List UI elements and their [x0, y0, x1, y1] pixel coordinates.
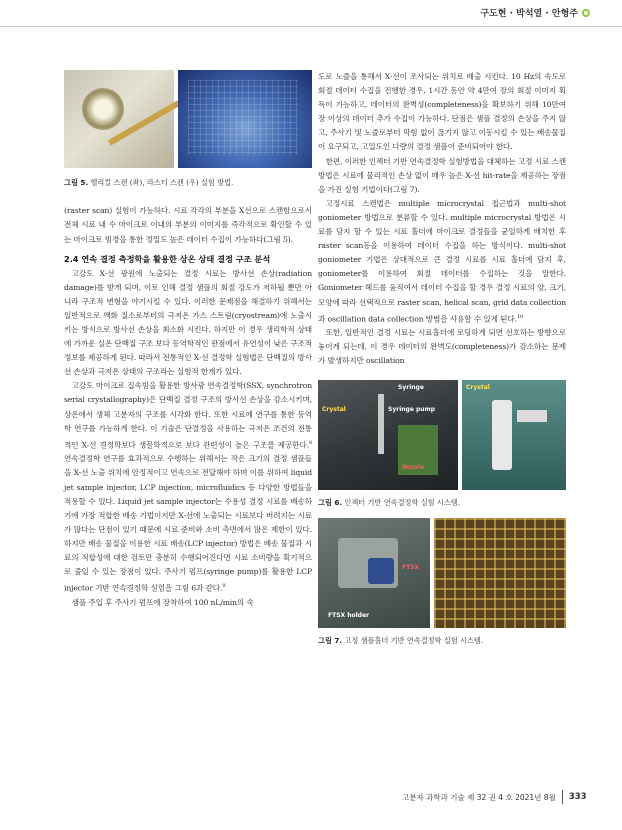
section-heading-2-4: 2.4 연속 결정 측정학을 활용한 상온 상태 결정 구조 분석	[64, 253, 271, 264]
figure-6	[318, 380, 566, 490]
injector-render-image	[462, 380, 566, 490]
figure-6-caption-number: 그림 6.	[318, 497, 343, 507]
left-column	[64, 70, 312, 610]
right-column	[318, 70, 566, 645]
figure-7	[318, 518, 566, 628]
reference-8: 8	[308, 439, 312, 446]
figure-5-caption	[64, 178, 312, 187]
injector-setup-image	[318, 380, 458, 490]
raster-scan-image	[178, 70, 312, 168]
figure-7-caption-text: 고정 샘플홀더 기반 연속결정학 실험 시스템.	[344, 635, 484, 645]
figure-5-caption-text: 헬리컬 스캔 (좌), 라스터 스캔 (우) 실험 방법.	[90, 178, 234, 187]
paragraph-fixed-target: 한편, 이러한 인젝터 기반 연속결정학 실험방법을 대체하는 고정 시료 스캔 방법은 시료에 물리적인 손상 없이 매우 높은 X-선 hit-rate을 제공하는 장점을 가진 실험 기법이다(그림 7).	[318, 156, 566, 194]
paragraph-fixed-scan-methods	[318, 197, 566, 326]
helical-scan-image	[64, 70, 174, 168]
label-nozzle: Nozzle	[402, 463, 425, 471]
reference-10: 10	[516, 313, 524, 320]
crystal-grid-image	[434, 518, 566, 628]
running-header	[480, 6, 590, 19]
label-syringe: Syringe	[398, 383, 424, 391]
figure-5-caption-number: 그림 5.	[64, 178, 89, 187]
label-syringe-pump: Syringe pump	[388, 405, 436, 413]
paragraph-oscillation: 또한, 일반적인 결정 시료는 시료홀더에 로딩하게 되면 선호하는 방향으로 놓이게 되는데, 이 경우 데이터의 완벽도(completeness)가 감소하는 문제가 발생하지만 oscillation	[318, 328, 566, 366]
reference-9: 9	[222, 583, 226, 590]
label-ftsx-holder: FTSX holder	[328, 611, 370, 619]
paragraph-nozzle: 도로 노즐을 통해서 X-선이 조사되는 위치로 배출 시킨다. 10 Hz의 속도로 회절 데이터 수집을 진행한 경우, 1시간 동안 약 4만여 장의 회절 이미지 획득이 가능하고, 데이터의 완벽성(completeness)을 확보하기 위해 10만여 장 이상의 데이터 추가 수집이 가능하다. 단점은 샘플 결정의 손상을 주지 않고, 주사기 및 노즐로부터 막힘 없이 끊기지 않고 이동시킬 수 있는 배송물질이 요구되고, 고밀도인 다량의 결정 샘플이 준비되어야 한다.	[318, 72, 566, 152]
figure-6-caption	[318, 498, 566, 507]
page-footer	[402, 790, 587, 804]
paragraph-radiation-damage: 고강도 X-선 광원에 노출되는 결정 시료는 방사선 손상(radiation damage)를 받게 되며, 이로 인해 결정 샘플의 회절 강도가 저하될 뿐만 아니라 구조적 변형을 야기시킬 수 있다. 이러한 문제점을 해결하기 위해서는 일반적으로 액화 질소로부터의 극저온 가스 스트림(cryostream)에 노출시키는 방식으로 방사선 손상을 최소화 시킨다. 하지만 이 경우 생리학적 상태에 가까운 실온 단백질 구조 보다 동역학적인 관점에서 유연성이 낮은 구조적 정보를 제공하게 된다. 따라서 전통적인 X-선 결정학 실험법은 단백질의 방사선 손상과 극저온 상태의 구조라는 실험적 한계가 있다.	[64, 268, 312, 377]
figure-7-caption-number: 그림 7.	[318, 635, 343, 645]
header-circle-icon	[582, 9, 590, 17]
figure-7-caption	[318, 636, 566, 645]
label-crystal: Crystal	[322, 405, 346, 413]
figure-6-caption-text: 인젝터 기반 연속결정학 실험 시스템.	[344, 497, 460, 507]
paragraph-sample-injection: 샘플 주입 후 주사기 펌프에 장착하여 100 nL/min의 속	[71, 597, 254, 607]
page-number: 333	[568, 792, 587, 802]
footer-separator	[562, 790, 563, 804]
label-crystal-right: Crystal	[466, 383, 490, 391]
paragraph-fixed-scan-text: 고정시료 스캔법은 multiple microcrystal 접근법과 multi-shot goniometer 방법으로 분류할 수 있다. multiple microcrystal 방법은 시료를 담지 할 수 있는 시료 홀더에 마이크로 결정들을 균일하게 배치한 후 raster scan등을 이용하여 데이터 수집을 하는 방식이다. multi-shot goniometer 기법은 상대적으로 큰 결정 시료를 시료 홀더에 담지 후, goniometer를 이용하여 회절 데이터를 수집하는 것을 말한다. Goniometer 헤드를 움직여서 데이터 수집을 할 경우 결정 시료의 양, 크기, 모양에 따라 선택적으로 raster scan, helical scan, grid data collection과 oscillation data collection 방법을 사용할 수 있게 된다.	[318, 198, 566, 324]
ftsx-holder-image	[318, 518, 430, 628]
paragraph-ssx	[64, 379, 312, 595]
paragraph-raster-scan: (raster scan) 실험이 가능하다. 시료 각각의 부분을 X선으로 스캔함으로서 전체 시료 내 수 마이크로 이내의 부분의 이미지를 즉각적으로 확인할 수 있는 마이크로 빔경을 통한 정밀도 높은 데이터 수집이 가능하다(그림 5).	[64, 206, 312, 244]
header-authors: 구도현 · 박석열 · 안형주	[480, 9, 578, 19]
paragraph-ssx-part-b: 연속결정학 연구를 효과적으로 수행하는 위해서는 작은 크기의 결정 샘플들을 X-선 노출 위치에 안정적이고 연속으로 전달해야 하며 이를 위하여 liquid jet sample injector, LCP injection, microfluidics 등 다양한 방법들을 적용할 수 있다. Liquid jet sample injector는 수용성 결정 시료를 배송하기에 가장 적합한 배송 기법이지만 X-선에 노출되는 시료보다 버려지는 시료가 많다는 단점이 있기 때문에 시료 준비와 소비 측면에서 많은 제한이 있다. 하지만 배송 물질을 이용한 시료 배송(LCP injector) 방법은 배송 물질과 시료의 적합성에 대한 검토만 충분히 수행되어진다면 시료 소비량을 획기적으로 줄일 수 있는 장점이 있다. 주사기 펌프(syringe pump)를 활용한 LCP injector 기반 연속결정학 실험을 그림 6과 같다.	[64, 454, 312, 593]
paragraph-ssx-part-a: 고강도 마이크로 집속빔을 활용한 방사광 연속결정학(SSX, synchrotron serial crystallography)은 단백질 결정 구조의 방사선 손상을 감소시키며, 상온에서 생체 고분자의 구조를 시각화 한다. 또한 시료에 연구를 통한 동역학 연구를 가능하게 한다. 이 기술은 단결정을 사용하는 극저온 조건의 전통적인 X-선 결정학보다 생물학적으로 보다 관련성이 높은 구조를 제공한다.	[64, 381, 312, 450]
figure-5	[64, 70, 312, 168]
journal-info: 고분자 과학과 기술 제 32 권 4 호 2021년 8월	[402, 792, 556, 802]
label-ftsx: FTSX	[402, 563, 420, 571]
header-divider	[0, 26, 622, 27]
